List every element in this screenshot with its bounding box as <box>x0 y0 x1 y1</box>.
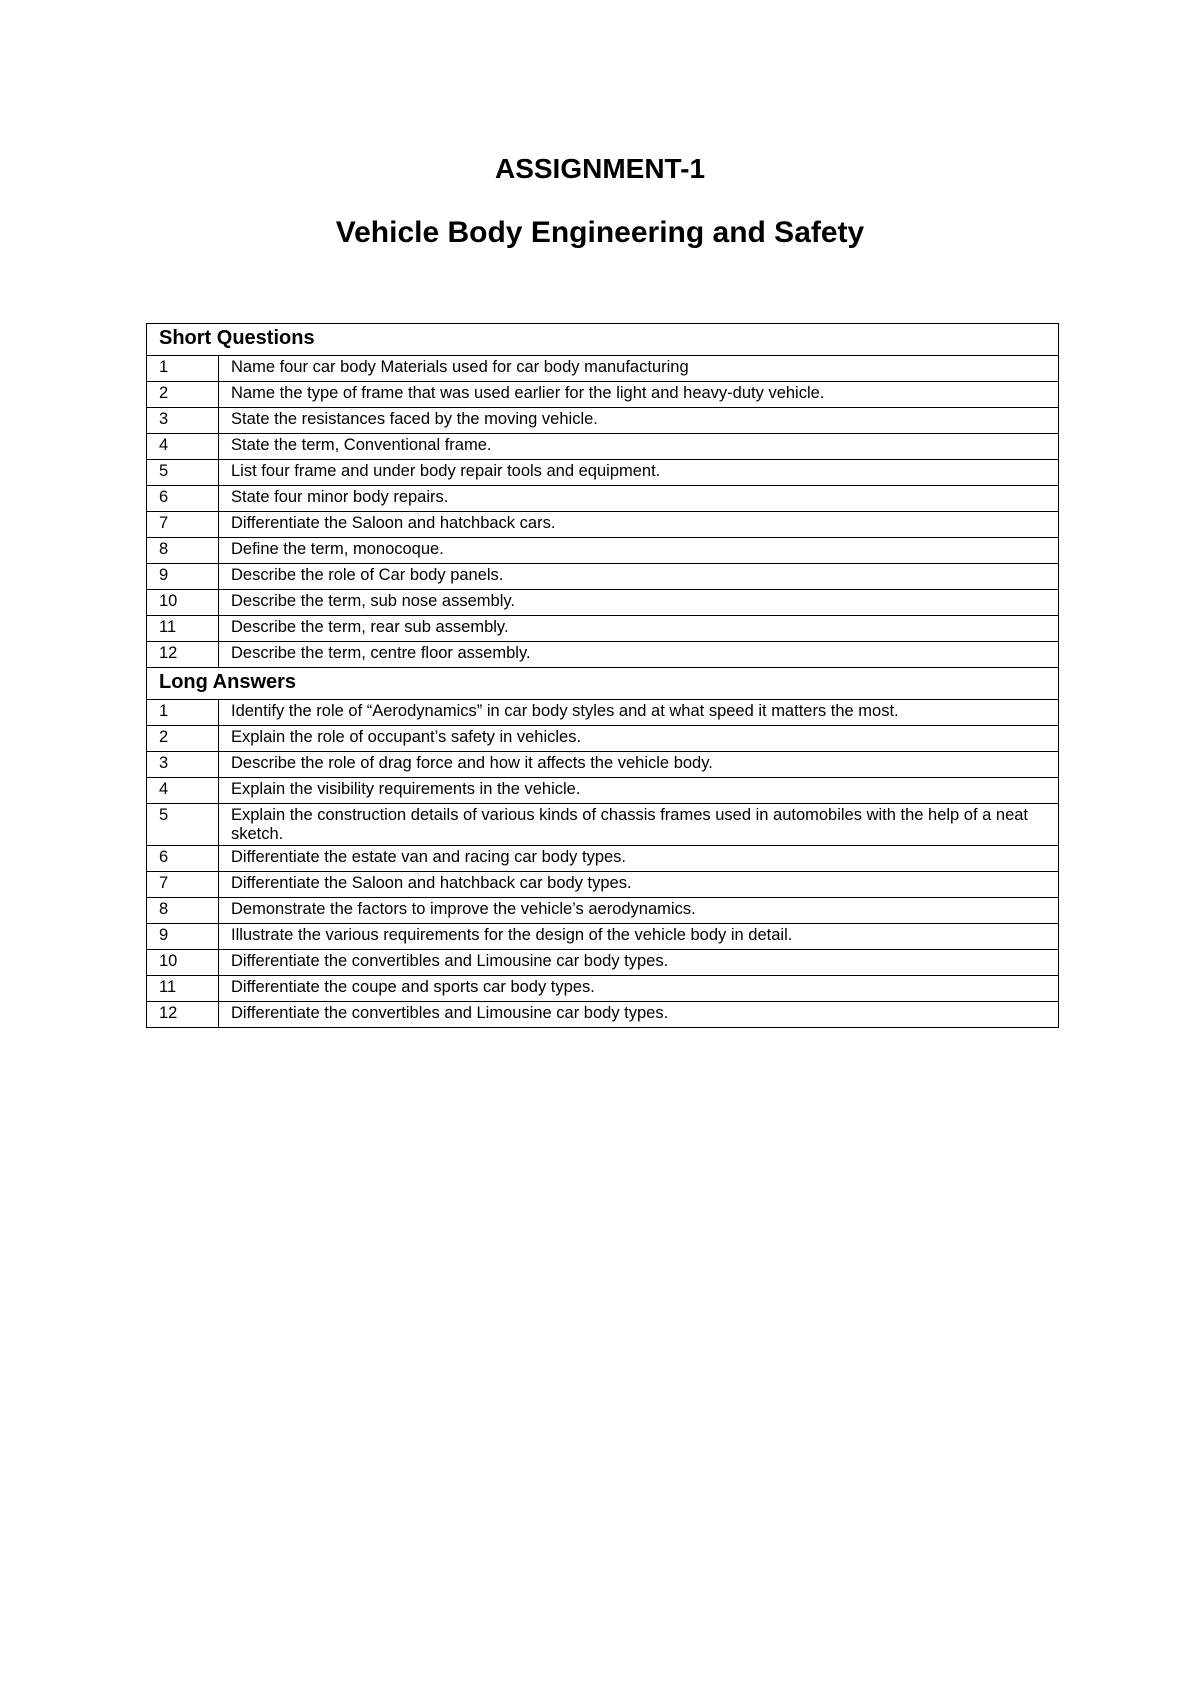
question-number: 2 <box>147 382 219 408</box>
question-text: Explain the construction details of various kinds of chassis frames used in automobiles with the help of a neat sketch. <box>219 804 1059 846</box>
long-answers-row <box>147 949 1059 975</box>
question-text: Differentiate the convertibles and Limousine car body types. <box>219 949 1059 975</box>
question-number: 10 <box>147 949 219 975</box>
question-text: Name four car body Materials used for car body manufacturing <box>219 356 1059 382</box>
questions-table <box>146 323 1059 1028</box>
short-questions-row <box>147 486 1059 512</box>
question-text: Differentiate the convertibles and Limousine car body types. <box>219 1001 1059 1027</box>
short-questions-row <box>147 512 1059 538</box>
question-text: Describe the role of Car body panels. <box>219 564 1059 590</box>
question-number: 2 <box>147 726 219 752</box>
long-answers-section-row <box>147 668 1059 700</box>
long-answers-row <box>147 871 1059 897</box>
question-text: State the resistances faced by the moving vehicle. <box>219 408 1059 434</box>
short-questions-row <box>147 434 1059 460</box>
question-number: 3 <box>147 752 219 778</box>
question-text: Describe the term, centre floor assembly. <box>219 642 1059 668</box>
long-answers-row <box>147 1001 1059 1027</box>
question-text: Explain the visibility requirements in the vehicle. <box>219 778 1059 804</box>
long-answers-row <box>147 975 1059 1001</box>
short-questions-row <box>147 460 1059 486</box>
question-text: Describe the term, sub nose assembly. <box>219 590 1059 616</box>
long-answers-row <box>147 700 1059 726</box>
question-number: 7 <box>147 512 219 538</box>
long-answers-row <box>147 923 1059 949</box>
question-number: 10 <box>147 590 219 616</box>
question-text: List four frame and under body repair tools and equipment. <box>219 460 1059 486</box>
question-text: State the term, Conventional frame. <box>219 434 1059 460</box>
question-text: Differentiate the Saloon and hatchback car body types. <box>219 871 1059 897</box>
question-number: 8 <box>147 538 219 564</box>
question-number: 3 <box>147 408 219 434</box>
question-text: Describe the role of drag force and how it affects the vehicle body. <box>219 752 1059 778</box>
short-questions-section-row <box>147 324 1059 356</box>
short-questions-row <box>147 642 1059 668</box>
questions-table-body <box>147 324 1059 1028</box>
question-text: Differentiate the estate van and racing car body types. <box>219 845 1059 871</box>
question-number: 12 <box>147 1001 219 1027</box>
question-number: 7 <box>147 871 219 897</box>
question-number: 11 <box>147 975 219 1001</box>
question-number: 6 <box>147 845 219 871</box>
question-text: Differentiate the Saloon and hatchback cars. <box>219 512 1059 538</box>
question-number: 11 <box>147 616 219 642</box>
short-questions-row <box>147 408 1059 434</box>
question-text: Demonstrate the factors to improve the vehicle’s aerodynamics. <box>219 897 1059 923</box>
short-questions-heading: Short Questions <box>147 324 1059 356</box>
question-number: 4 <box>147 778 219 804</box>
question-number: 4 <box>147 434 219 460</box>
question-text: Define the term, monocoque. <box>219 538 1059 564</box>
short-questions-row <box>147 564 1059 590</box>
short-questions-row <box>147 616 1059 642</box>
long-answers-heading: Long Answers <box>147 668 1059 700</box>
question-number: 1 <box>147 700 219 726</box>
long-answers-row <box>147 845 1059 871</box>
question-number: 5 <box>147 460 219 486</box>
question-number: 6 <box>147 486 219 512</box>
question-text: Illustrate the various requirements for the design of the vehicle body in detail. <box>219 923 1059 949</box>
long-answers-row <box>147 897 1059 923</box>
long-answers-row <box>147 804 1059 846</box>
long-answers-row <box>147 778 1059 804</box>
question-text: Differentiate the coupe and sports car body types. <box>219 975 1059 1001</box>
question-text: Name the type of frame that was used earlier for the light and heavy-duty vehicle. <box>219 382 1059 408</box>
question-number: 9 <box>147 564 219 590</box>
short-questions-row <box>147 382 1059 408</box>
question-number: 5 <box>147 804 219 846</box>
short-questions-row <box>147 538 1059 564</box>
question-number: 9 <box>147 923 219 949</box>
long-answers-row <box>147 752 1059 778</box>
question-text: Explain the role of occupant’s safety in vehicles. <box>219 726 1059 752</box>
question-text: State four minor body repairs. <box>219 486 1059 512</box>
question-number: 1 <box>147 356 219 382</box>
page-title: ASSIGNMENT-1 <box>494 153 706 184</box>
question-text: Identify the role of “Aerodynamics” in car body styles and at what speed it matters the most. <box>219 700 1059 726</box>
question-number: 8 <box>147 897 219 923</box>
short-questions-row <box>147 590 1059 616</box>
question-number: 12 <box>147 642 219 668</box>
long-answers-row <box>147 726 1059 752</box>
page-subtitle: Vehicle Body Engineering and Safety <box>335 216 865 249</box>
short-questions-row <box>147 356 1059 382</box>
question-text: Describe the term, rear sub assembly. <box>219 616 1059 642</box>
